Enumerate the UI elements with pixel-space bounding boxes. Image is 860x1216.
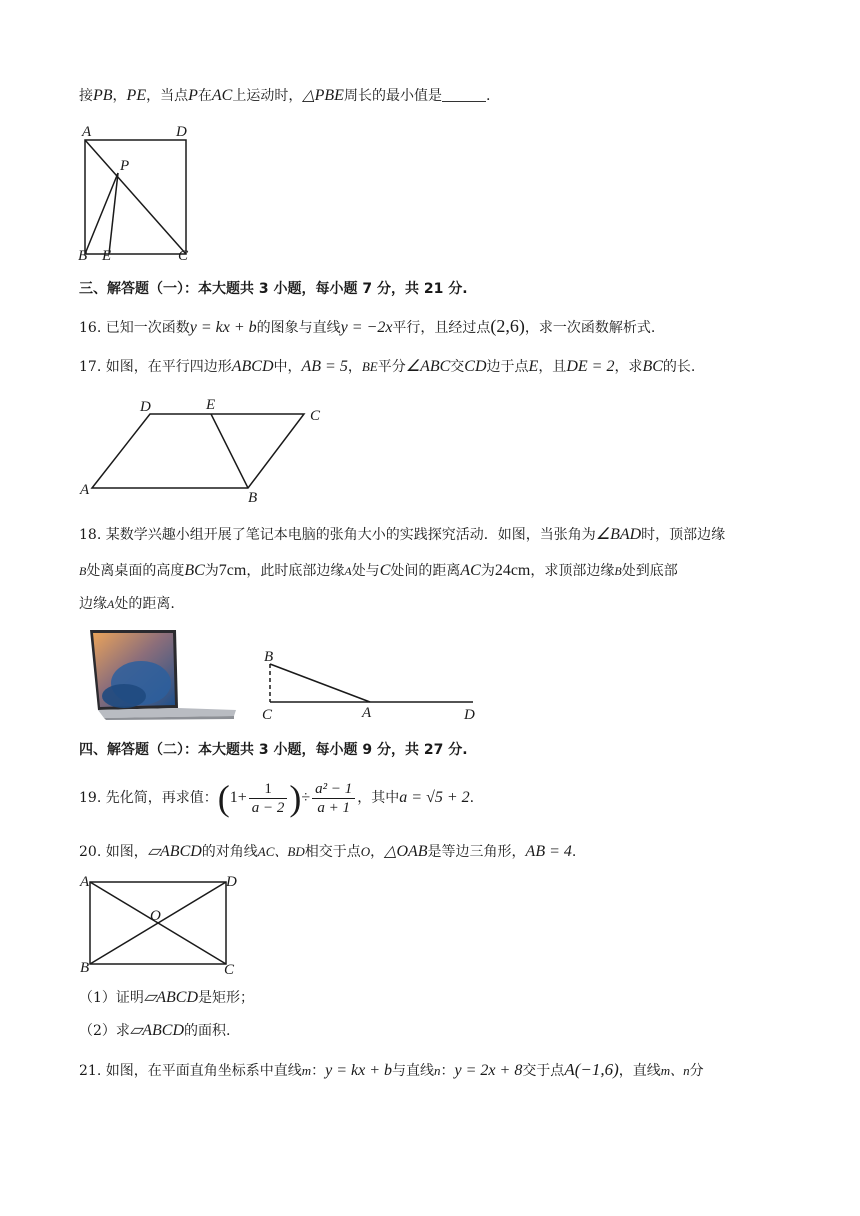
question-number: 21.	[79, 1063, 102, 1079]
answer-blank	[442, 87, 486, 102]
q18-text: 某数学兴趣小组开展了笔记本电脑的张角大小的实践探究活动．如图，当张角为	[105, 527, 596, 543]
q19-end: .	[469, 790, 475, 806]
segment-ab-line	[270, 664, 370, 702]
q17-text: 的长.	[662, 359, 696, 375]
a-value: a = √5 + 2	[399, 789, 470, 806]
segment-ac: AC	[211, 87, 233, 104]
label-b: B	[80, 960, 90, 976]
q15-text: ，当点	[146, 88, 189, 104]
equation-line: y = −2x	[340, 319, 393, 336]
figure-q18	[258, 644, 498, 724]
question-20-part-1	[79, 988, 800, 1008]
division-sign: ÷	[301, 789, 311, 806]
shape-abcd: ABCD	[231, 358, 274, 375]
question-16	[79, 316, 800, 338]
q18-text: 为	[480, 563, 495, 579]
triangle-oab: △OAB	[384, 843, 428, 860]
parallelogram-abcd	[92, 414, 304, 488]
line-n: n	[434, 1063, 441, 1078]
q18-text: 边缘	[79, 596, 107, 612]
point-a: A(−1,6)	[564, 1060, 619, 1079]
label-b: B	[264, 649, 274, 665]
label-a: A	[362, 705, 372, 721]
label-a: A	[80, 874, 90, 890]
point-coords: (2,6)	[490, 316, 525, 336]
label-c: C	[178, 248, 189, 262]
given-ab: AB = 4	[525, 843, 572, 860]
label-e: E	[206, 397, 216, 413]
question-17	[79, 357, 800, 377]
segment-pe: PE	[126, 87, 147, 104]
q21-text: 交于点	[522, 1063, 565, 1079]
label-e: E	[102, 248, 112, 262]
q17-text: ，求	[614, 359, 643, 375]
parallelogram-abcd: ▱ABCD	[147, 843, 202, 860]
laptop-image	[86, 628, 240, 720]
point-b: B	[614, 564, 622, 578]
q21-text: ，直线	[618, 1063, 661, 1079]
segment-bc: BC	[184, 562, 205, 579]
q18-text: 处的距离.	[114, 596, 175, 612]
label-c: C	[262, 707, 273, 723]
question-19	[79, 776, 800, 822]
point-b: B	[79, 564, 87, 578]
fraction-numerator: 1	[249, 780, 288, 799]
diagonals: AC、BD	[257, 844, 305, 859]
q21-text: ：	[440, 1063, 455, 1079]
point-a: A	[344, 564, 352, 578]
right-paren: )	[289, 778, 302, 818]
q15-end: .	[485, 88, 491, 104]
q16-text: ，求一次函数解析式.	[524, 320, 656, 336]
question-21	[79, 1060, 800, 1081]
q21-text: ：	[311, 1063, 326, 1079]
label-b: B	[78, 248, 88, 262]
label-a: A	[82, 124, 92, 140]
q21-text: 分	[689, 1063, 704, 1079]
q18-text: 处与	[351, 563, 380, 579]
q18-text: 处间的距离	[390, 563, 461, 579]
q18-text: ，此时底部边缘	[246, 563, 345, 579]
equation-n: y = 2x + 8	[454, 1062, 523, 1079]
q20-end: .	[571, 844, 577, 860]
question-18-line-2	[79, 561, 800, 581]
fraction-a2-minus-1-over-a-plus-1	[312, 780, 355, 817]
q16-text: 的图象与直线	[256, 320, 341, 336]
distance-value: 24cm	[494, 562, 531, 579]
segment-bc: BC	[642, 358, 663, 375]
q18-text: 为	[204, 563, 219, 579]
q15-text: 接	[79, 88, 93, 104]
q18-text: 处到底部	[621, 563, 678, 579]
q20-part-1-text: （1）证明	[79, 990, 144, 1006]
q17-text: ，	[347, 359, 362, 375]
q20-text: 是等边三角形，	[427, 844, 526, 860]
label-d: D	[226, 874, 237, 890]
fraction-numerator: a² − 1	[312, 780, 355, 799]
question-number: 18.	[79, 527, 102, 543]
label-o: O	[150, 908, 161, 924]
angle-abc: ∠ABC	[405, 358, 451, 375]
q18-text: 处离桌面的高度	[86, 563, 185, 579]
question-number: 20.	[79, 844, 102, 860]
height-value: 7cm	[218, 562, 247, 579]
q17-text: 边于点	[486, 359, 529, 375]
parallelogram-abcd: ▱ABCD	[143, 989, 198, 1006]
q20-part-2-text: （2）求	[79, 1023, 130, 1039]
label-a: A	[80, 482, 90, 498]
q17-text: 如图，在平行四边形	[105, 359, 232, 375]
q21-text: 与直线	[392, 1063, 435, 1079]
q21-text: 如图，在平面直角坐标系中直线	[105, 1063, 302, 1079]
q18-text: 时，顶部边缘	[641, 527, 726, 543]
label-c: C	[310, 408, 321, 424]
q20-text: 如图，	[105, 844, 148, 860]
segment-be: BE	[361, 359, 378, 374]
q17-text: 中，	[273, 359, 302, 375]
label-b: B	[248, 490, 258, 506]
equation-kx-b: y = kx + b	[189, 319, 257, 336]
label-d: D	[176, 124, 187, 140]
triangle-pbe: △PBE	[302, 87, 344, 104]
question-18-line-1	[79, 525, 800, 545]
q18-text: ，求顶部边缘	[530, 563, 615, 579]
q15-text: 上运动时，	[232, 88, 303, 104]
point-o: O	[360, 844, 371, 859]
figure-q17	[78, 392, 338, 506]
section-4-heading: 四、解答题（二）：本大题共 3 小题，每小题 9 分，共 27 分.	[79, 742, 468, 758]
segment-pb: PB	[93, 87, 113, 104]
point-c: C	[379, 562, 391, 579]
fraction-denominator: a − 2	[251, 799, 285, 816]
fraction-1-over-a-minus-2	[249, 780, 288, 817]
left-paren: (	[217, 778, 230, 818]
segment-be-line	[211, 414, 248, 488]
question-18-line-3	[79, 594, 800, 614]
fraction-denominator: a + 1	[317, 799, 351, 816]
label-d: D	[464, 707, 475, 723]
label-d: D	[140, 399, 151, 415]
q20-part-1-text: 是矩形；	[198, 990, 254, 1006]
q15-tail-line	[79, 86, 800, 106]
angle-bad: ∠BAD	[595, 526, 642, 543]
q20-text: 的对角线	[201, 844, 258, 860]
point-p: P	[188, 87, 198, 104]
q19-text: 先化简，再求值：	[105, 790, 218, 806]
q15-text: 在	[197, 88, 212, 104]
given-ab: AB = 5	[301, 358, 348, 375]
q15-text: 周长的最小值是	[343, 88, 442, 104]
given-de: DE = 2	[566, 358, 615, 375]
one-plus: 1+	[229, 789, 247, 806]
question-number: 19.	[79, 790, 102, 806]
line-m: m	[301, 1063, 312, 1078]
question-20	[79, 842, 800, 862]
figure-q15	[78, 120, 198, 262]
q17-text: 交	[450, 359, 465, 375]
segment-ac: AC	[460, 562, 481, 579]
label-c: C	[224, 962, 235, 978]
q17-text: 平分	[377, 359, 406, 375]
q17-text: ，且	[538, 359, 567, 375]
label-p: P	[120, 158, 130, 174]
q20-text: ，	[370, 844, 385, 860]
q20-part-2-text: 的面积.	[184, 1023, 231, 1039]
figure-q20	[78, 870, 248, 978]
section-3-heading: 三、解答题（一）：本大题共 3 小题，每小题 7 分，共 21 分.	[79, 281, 468, 297]
question-20-part-2	[79, 1021, 800, 1041]
q16-text: 平行，且经过点	[392, 320, 491, 336]
diagonal-ac	[85, 140, 186, 254]
question-number: 17.	[79, 359, 102, 375]
equation-m: y = kx + b	[325, 1062, 393, 1079]
q19-text: ，其中	[357, 790, 400, 806]
segment-cd: CD	[464, 358, 487, 375]
q16-text: 已知一次函数	[105, 320, 190, 336]
q20-text: 相交于点	[304, 844, 361, 860]
point-a: A	[107, 597, 115, 611]
lines-m-n: m、n	[660, 1063, 690, 1078]
parallelogram-abcd: ▱ABCD	[129, 1022, 184, 1039]
q15-sep: ，	[112, 88, 127, 104]
point-e: E	[528, 358, 539, 375]
question-number: 16.	[79, 320, 102, 336]
